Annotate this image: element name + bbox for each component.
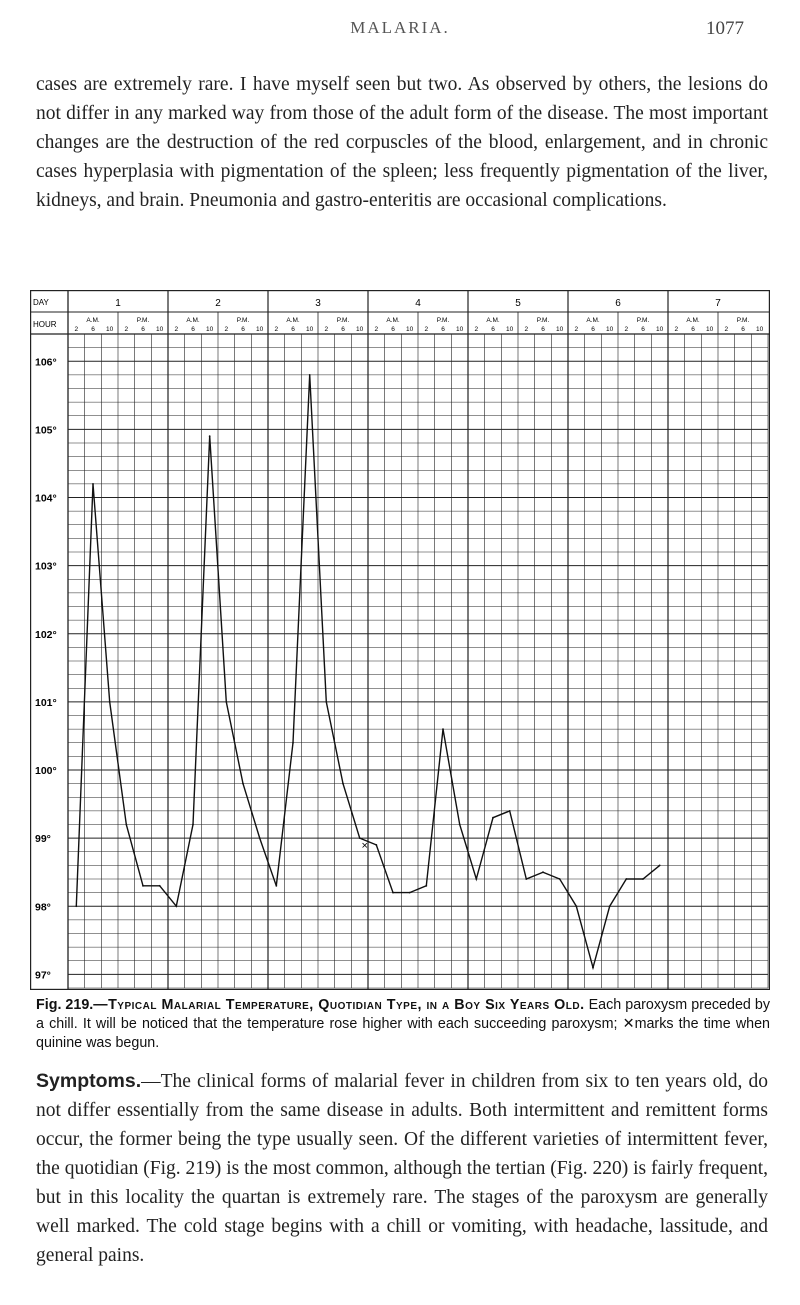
temperature-point (125, 824, 127, 826)
temperature-point (642, 878, 644, 880)
hour-tick-label: 10 (406, 326, 414, 333)
hour-tick-label: 2 (574, 326, 579, 333)
figure-caption-body: Each paroxysm preceded by a chill. It will be noticed that the temperature rose higher with each succeeding paroxysm; ✕marks the time when quinine was begun. (36, 997, 770, 1051)
hour-tick-label: 6 (691, 326, 695, 333)
hour-tick-label: 2 (374, 326, 379, 333)
y-tick-label: 105° (35, 424, 57, 437)
page-number: 1077 (706, 18, 744, 39)
hour-tick-label: 2 (224, 326, 229, 333)
hour-tick-label: 6 (641, 326, 645, 333)
temperature-point (375, 844, 377, 846)
hour-tick-label: 2 (724, 326, 729, 333)
period-label: A.M. (86, 317, 100, 324)
y-tick-label: 104° (35, 492, 57, 505)
temperature-point (242, 783, 244, 785)
temperature-point (109, 701, 111, 703)
hour-tick-label: 10 (256, 326, 264, 333)
hour-tick-label: 6 (541, 326, 545, 333)
temperature-point (75, 905, 77, 907)
period-label: A.M. (686, 317, 700, 324)
hour-tick-label: 10 (306, 326, 314, 333)
hour-tick-label: 2 (474, 326, 479, 333)
temperature-point (342, 783, 344, 785)
period-label: A.M. (586, 317, 600, 324)
symptoms-text: —The clinical forms of malarial fever in children from six to ten years old, do not differ essentially from the same disease in adults. Both intermittent and remittent forms occur, the former being the type usually seen. Of the different varieties of intermittent fever, the quotidian (Fig. 219) is the most common, although the tertian (Fig. 220) is fairly frequent, but in this locality the quartan is extremely rare. The stages of the paroxysm are generally well marked. The cold stage begins with a chill or vomiting, with headache, lassitude, and general pains. (36, 1071, 768, 1266)
hour-tick-label: 6 (141, 326, 145, 333)
temperature-point (475, 878, 477, 880)
hour-tick-label: 2 (274, 326, 279, 333)
hour-tick-label: 6 (241, 326, 245, 333)
hour-tick-label: 10 (456, 326, 464, 333)
temperature-point (275, 885, 277, 887)
hour-tick-label: 6 (191, 326, 195, 333)
y-tick-label: 97° (35, 969, 51, 982)
temperature-point (175, 905, 177, 907)
hour-row-label: HOUR (33, 320, 57, 329)
temperature-point (225, 701, 227, 703)
temperature-point (292, 742, 294, 744)
period-label: A.M. (186, 317, 200, 324)
figure-label: Fig. 219. (36, 997, 94, 1013)
period-label: A.M. (286, 317, 300, 324)
hour-tick-label: 2 (424, 326, 429, 333)
hour-tick-label: 6 (391, 326, 395, 333)
page-header (0, 18, 800, 48)
temperature-point (525, 878, 527, 880)
temperature-point (409, 892, 411, 894)
y-tick-label: 103° (35, 560, 57, 573)
period-label: P.M. (436, 317, 450, 324)
hour-tick-label: 10 (206, 326, 214, 333)
hour-tick-label: 2 (624, 326, 629, 333)
hour-tick-label: 2 (174, 326, 179, 333)
temperature-point (92, 483, 94, 485)
period-label: P.M. (536, 317, 550, 324)
day-label: 3 (315, 298, 321, 309)
temperature-point (142, 885, 144, 887)
hour-tick-label: 10 (706, 326, 714, 333)
y-tick-label: 106° (35, 356, 57, 369)
temperature-point (159, 885, 161, 887)
temperature-point (559, 878, 561, 880)
temperature-point (392, 892, 394, 894)
temperature-point (575, 905, 577, 907)
y-tick-label: 100° (35, 765, 57, 777)
hour-tick-label: 10 (106, 326, 114, 333)
hour-tick-label: 2 (524, 326, 529, 333)
temperature-point (509, 810, 511, 812)
temperature-point (359, 837, 361, 839)
symptoms-paragraph (36, 1067, 768, 1270)
period-label: P.M. (636, 317, 650, 324)
y-tick-label: 99° (35, 833, 51, 846)
temperature-point (542, 871, 544, 873)
day-label: 1 (115, 298, 121, 309)
hour-tick-label: 10 (556, 326, 564, 333)
temperature-point (442, 728, 444, 730)
temperature-point (309, 374, 311, 376)
hour-tick-label: 10 (606, 326, 614, 333)
period-label: A.M. (486, 317, 500, 324)
temperature-point (192, 824, 194, 826)
day-label: 2 (215, 298, 221, 309)
hour-tick-label: 2 (74, 326, 79, 333)
hour-tick-label: 10 (656, 326, 664, 333)
temperature-point (592, 967, 594, 969)
hour-tick-label: 2 (674, 326, 679, 333)
temperature-point (459, 824, 461, 826)
figure-caption (36, 996, 770, 1053)
hour-tick-label: 6 (91, 326, 95, 333)
temperature-point (625, 878, 627, 880)
intro-paragraph: cases are extremely rare. I have myself seen but two. As observed by others, the lesions do not differ in any marked way from those of the adult form of the disease. The most important changes are the destruction of the red corpuscles of the blood, enlargement, and in chronic cases hyperplasia with pigmentation of the spleen; less frequently pigmentation of the liver, kidneys, and brain. Pneumonia and gastro-enteritis are occasional complications. (36, 74, 768, 211)
hour-tick-label: 10 (356, 326, 364, 333)
hour-tick-label: 2 (124, 326, 129, 333)
y-tick-label: 98° (35, 901, 51, 914)
period-label: P.M. (136, 317, 150, 324)
day-row-label: DAY (33, 298, 49, 307)
hour-tick-label: 10 (756, 326, 764, 333)
hour-tick-label: 2 (324, 326, 329, 333)
temperature-chart (30, 290, 770, 990)
temperature-point (659, 864, 661, 866)
y-tick-label: 102° (35, 628, 57, 641)
temperature-point (259, 837, 261, 839)
day-label: 4 (415, 298, 421, 309)
hour-tick-label: 6 (491, 326, 495, 333)
temperature-point (325, 701, 327, 703)
running-title: MALARIA. (350, 18, 450, 37)
day-label: 5 (515, 298, 521, 309)
day-label: 6 (615, 298, 621, 309)
section-heading: Symptoms. (36, 1070, 142, 1092)
hour-tick-label: 6 (291, 326, 295, 333)
chart-frame (31, 291, 770, 990)
quinine-marker: × (361, 839, 368, 852)
hour-tick-label: 6 (441, 326, 445, 333)
hour-tick-label: 6 (341, 326, 345, 333)
hour-tick-label: 6 (741, 326, 745, 333)
y-tick-label: 101° (35, 696, 57, 709)
temperature-point (492, 817, 494, 819)
day-label: 7 (715, 298, 721, 309)
period-label: A.M. (386, 317, 400, 324)
temperature-point (425, 885, 427, 887)
period-label: P.M. (736, 317, 750, 324)
hour-tick-label: 6 (591, 326, 595, 333)
temperature-point (609, 905, 611, 907)
hour-tick-label: 10 (506, 326, 514, 333)
period-label: P.M. (236, 317, 250, 324)
temperature-point (209, 435, 211, 437)
period-label: P.M. (336, 317, 350, 324)
hour-tick-label: 10 (156, 326, 164, 333)
figure-title: —Typical Malarial Temperature, Quotidian Type, in a Boy Six Years Old. (93, 997, 585, 1013)
